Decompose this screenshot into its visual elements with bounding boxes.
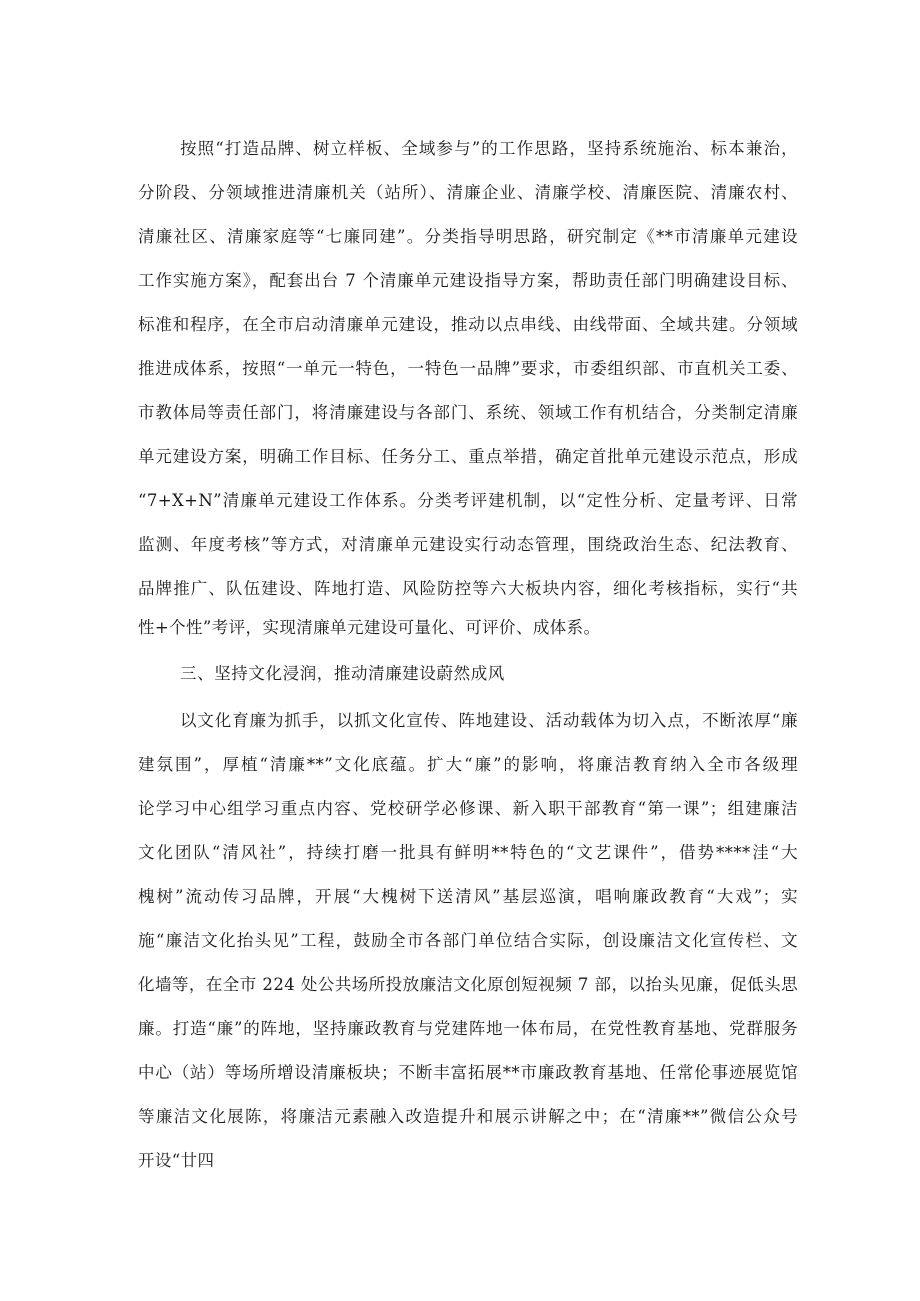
paragraph-line: 等廉洁文化展陈，将廉洁元素融入改造提升和展示讲解之中；在“清廉**”微信公众号 <box>138 1107 798 1126</box>
paragraph-line: 按照“打造品牌、树立样板、全域参与”的工作思路，坚持系统施治、标本兼治， <box>180 139 798 158</box>
paragraph-line: 施“廉洁文化抬头见”工程，鼓励全市各部门单位结合实际，创设廉洁文化宣传栏、文 <box>138 931 798 950</box>
paragraph-line: 清廉社区、清廉家庭等“七廉同建”。分类指导明思路，研究制定《**市清廉单元建设 <box>138 227 798 246</box>
paragraph-line: 文化团队“清风社”，持续打磨一批具有鲜明**特色的“文艺课件”，借势****洼“大 <box>138 843 798 862</box>
paragraph-line: 论学习中心组学习重点内容、党校研学必修课、新入职干部教育“第一课”；组建廉洁 <box>138 799 798 818</box>
section-heading: 三、坚持文化浸润，推动清廉建设蔚然成风 <box>180 664 505 683</box>
paragraph-line: 开设“廿四 <box>138 1151 215 1170</box>
paragraph-line: 分阶段、分领域推进清廉机关（站所）、清廉企业、清廉学校、清廉医院、清廉农村、 <box>138 183 798 202</box>
paragraph-line: 监测、年度考核”等方式，对清廉单元建设实行动态管理，围绕政治生态、纪法教育、 <box>138 535 798 554</box>
paragraph-line: “7+X+N”清廉单元建设工作体系。分类考评建机制，以“定性分析、定量考评、日常 <box>138 491 798 510</box>
paragraph-line: 推进成体系，按照“一单元一特色，一特色一品牌”要求，市委组织部、市直机关工委、 <box>138 359 798 378</box>
paragraph-line: 中心（站）等场所增设清廉板块；不断丰富拓展**市廉政教育基地、任常伦事迹展览馆 <box>138 1063 798 1082</box>
paragraph-line: 化墙等，在全市 224 处公共场所投放廉洁文化原创短视频 7 部，以抬头见廉，促低头思 <box>138 975 798 994</box>
paragraph-line: 工作实施方案》，配套出台 7 个清廉单元建设指导方案，帮助责任部门明确建设目标、 <box>138 271 798 290</box>
paragraph-line: 建氛围”，厚植“清廉**”文化底蕴。扩大“廉”的影响，将廉洁教育纳入全市各级理 <box>138 755 798 774</box>
paragraph-line: 性+个性”考评，实现清廉单元建设可量化、可评价、成体系。 <box>138 618 601 637</box>
paragraph-line: 市教体局等责任部门，将清廉建设与各部门、系统、领域工作有机结合，分类制定清廉 <box>138 403 798 422</box>
paragraph-line: 单元建设方案，明确工作目标、任务分工、重点举措，确定首批单元建设示范点，形成 <box>138 447 798 466</box>
paragraph-line: 以文化育廉为抓手，以抓文化宣传、阵地建设、活动载体为切入点，不断浓厚“廉 <box>180 711 798 730</box>
paragraph-line: 品牌推广、队伍建设、阵地打造、风险防控等六大板块内容，细化考核指标，实行“共 <box>138 579 798 598</box>
paragraph-line: 廉。打造“廉”的阵地，坚持廉政教育与党建阵地一体布局，在党性教育基地、党群服务 <box>138 1019 798 1038</box>
paragraph-line: 标准和程序，在全市启动清廉单元建设，推动以点串线、由线带面、全域共建。分领域 <box>138 315 798 334</box>
paragraph-line: 槐树”流动传习品牌，开展“大槐树下送清风”基层巡演，唱响廉政教育“大戏”；实 <box>138 887 798 906</box>
